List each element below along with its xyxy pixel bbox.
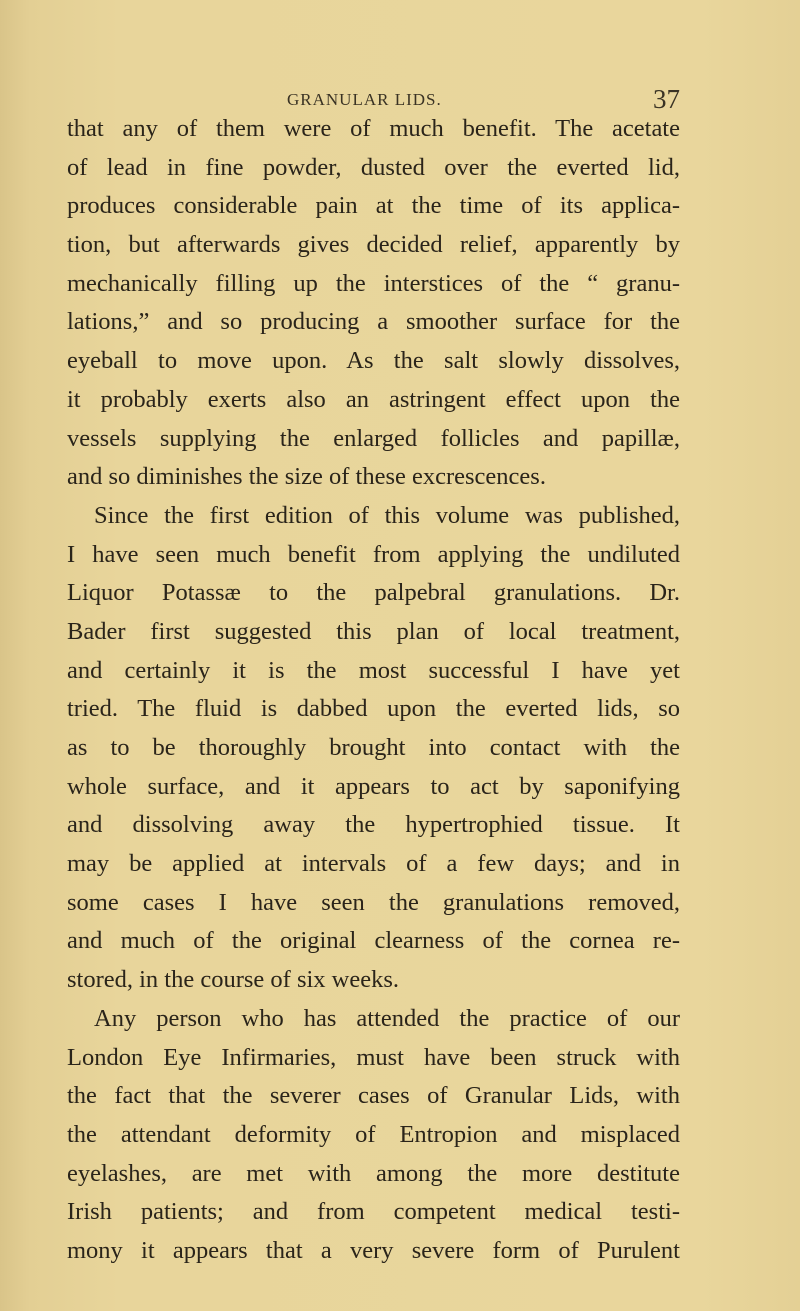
text-line: whole surface, and it appears to act by saponifying [67, 772, 680, 800]
text-line: eyelashes, are met with among the more destitute [67, 1159, 680, 1187]
text-line: I have seen much benefit from applying the undiluted [67, 540, 680, 568]
text-line: may be applied at intervals of a few days; and in [67, 850, 680, 878]
text-line: the fact that the severer cases of Granular Lids, with [67, 1082, 680, 1110]
text-line: Irish patients; and from competent medical testi- [67, 1198, 680, 1226]
text-line: and dissolving away the hypertrophied tissue. It [67, 811, 680, 839]
text-line: Since the first edition of this volume was published, [94, 501, 680, 529]
text-line: the attendant deformity of Entropion and misplaced [67, 1120, 680, 1148]
text-line: lations,” and so producing a smoother surface for the [67, 308, 680, 336]
text-line: London Eye Infirmaries, must have been struck with [67, 1043, 680, 1071]
text-line: mony it appears that a very severe form of Purulent [67, 1236, 680, 1264]
text-line: and so diminishes the size of these excrescences. [67, 463, 546, 491]
text-line: of lead in fine powder, dusted over the everted lid, [67, 153, 680, 181]
text-line: tried. The fluid is dabbed upon the everted lids, so [67, 695, 680, 723]
text-line: some cases I have seen the granulations removed, [67, 888, 680, 916]
running-title: GRANULAR LIDS. [287, 90, 442, 109]
text-line: produces considerable pain at the time of its applica- [67, 192, 680, 220]
text-line: and certainly it is the most successful I have yet [67, 656, 680, 684]
text-line: stored, in the course of six weeks. [67, 966, 400, 994]
text-line: vessels supplying the enlarged follicles and papillæ, [67, 424, 680, 452]
text-line: as to be thoroughly brought into contact with the [67, 734, 680, 761]
text-line: mechanically filling up the interstices of the “ granu- [67, 269, 680, 297]
text-line: Any person who has attended the practice of our [94, 1004, 680, 1032]
text-line: it probably exerts also an astringent effect upon the [67, 385, 680, 413]
page-number: 37 [653, 84, 680, 114]
text-line: tion, but afterwards gives decided relief, apparently by [67, 231, 680, 259]
text-line: Bader first suggested this plan of local treatment, [67, 617, 680, 645]
text-line: and much of the original clearness of the cornea re- [67, 927, 680, 955]
text-line: that any of them were of much benefit. The acetate [67, 115, 680, 142]
text-line: Liquor Potassæ to the palpebral granulations. Dr. [67, 579, 680, 607]
body-text [67, 110, 680, 1271]
text-line: eyeball to move upon. As the salt slowly dissolves, [67, 347, 680, 375]
